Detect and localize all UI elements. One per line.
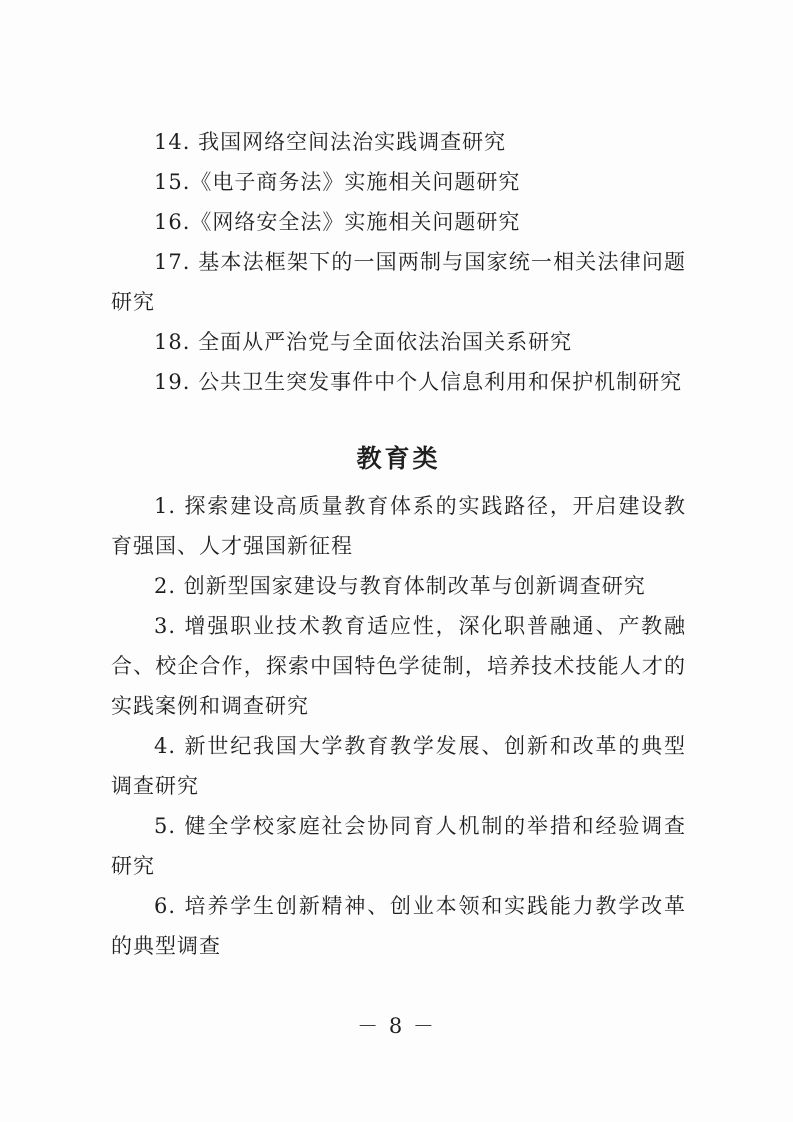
education-item-3: 3. 增强职业技术教育适应性，深化职普融通、产教融合、校企合作，探索中国特色学徒制，培养技术技能人才的实践案例和调查研究 (111, 614, 686, 718)
page-content (111, 122, 686, 966)
section-title-education: 教育类 (356, 444, 441, 473)
page-number: － 8 － (357, 1014, 436, 1038)
education-item-5: 5. 健全学校家庭社会协同育人机制的举措和经验调查研究 (111, 814, 686, 878)
education-item-6: 6. 培养学生创新精神、创业本领和实践能力教学改革的典型调查 (111, 894, 686, 958)
law-item-15: 15.《电子商务法》实施相关问题研究 (154, 170, 521, 194)
education-item-1: 1. 探索建设高质量教育体系的实践路径，开启建设教育强国、人才强国新征程 (111, 494, 686, 558)
law-item-16: 16.《网络安全法》实施相关问题研究 (154, 210, 521, 234)
law-item-18: 18. 全面从严治党与全面依法治国关系研究 (154, 330, 573, 354)
education-item-2: 2. 创新型国家建设与教育体制改革与创新调查研究 (154, 574, 646, 598)
education-item-4: 4. 新世纪我国大学教育教学发展、创新和改革的典型调查研究 (111, 734, 686, 798)
law-item-17: 17. 基本法框架下的一国两制与国家统一相关法律问题研究 (111, 250, 686, 314)
law-item-14: 14. 我国网络空间法治实践调查研究 (154, 130, 507, 154)
law-item-19: 19. 公共卫生突发事件中个人信息利用和保护机制研究 (154, 370, 683, 394)
